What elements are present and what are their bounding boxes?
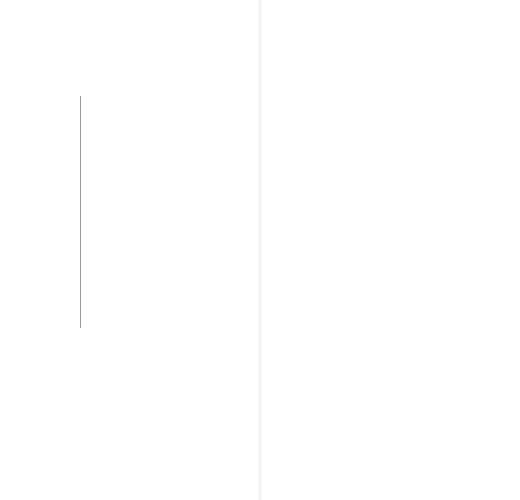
footnote-divider-line: [80, 96, 81, 328]
left-page-footnotes: [18, 96, 78, 328]
right-page-body-text: [280, 92, 502, 384]
right-page: [260, 0, 520, 500]
left-page-body-text: [86, 92, 232, 384]
